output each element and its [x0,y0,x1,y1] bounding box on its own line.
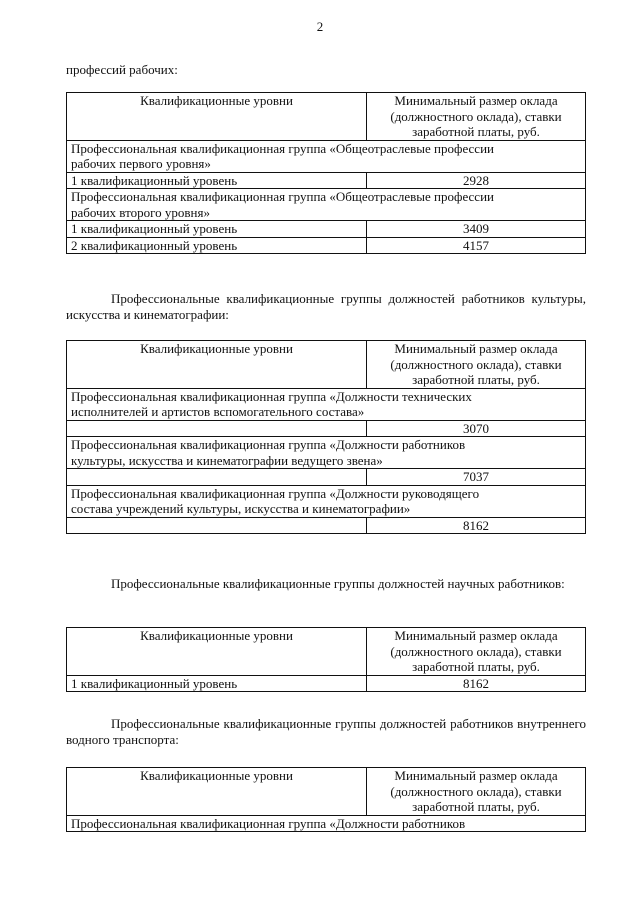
group-title-line2: рабочих второго уровня» [71,204,210,220]
header-salary-line2: (должностного оклада), ставки [390,643,562,659]
group-title [67,437,586,469]
table-row [67,517,586,534]
header-salary-line2: (должностного оклада), ставки [390,108,562,124]
group-title [67,485,586,517]
header-salary-line1: Минимальный размер оклада [394,93,558,108]
header-salary-line2: (должностного оклада), ставки [390,783,562,799]
group-row [67,437,586,469]
group-title-line1: Профессиональная квалификационная группа «Общеотраслевые профессии [71,189,494,204]
value-cell: 7037 [367,469,586,486]
group-title [67,815,586,832]
table-row [67,469,586,486]
group-title-line1: Профессиональная квалификационная группа «Должности технических [71,388,472,404]
level-cell: 1 квалификационный уровень [67,675,367,692]
level-cell-empty [67,420,367,437]
section3-intro-text: Профессиональные квалификационные группы должностей научных работников: [111,576,565,591]
group-title-line1: Профессиональная квалификационная группа «Должности работников [71,815,466,831]
header-levels: Квалификационные уровни [67,341,367,389]
value-cell: 8162 [367,517,586,534]
value-cell: 3070 [367,420,586,437]
group-title-line1: Профессиональная квалификационная группа «Общеотраслевые профессии [71,140,494,156]
intro-fragment [66,62,586,78]
header-salary [367,341,586,389]
header-salary-line3: заработной платы, руб. [412,124,540,139]
header-salary [367,628,586,676]
section4-intro [66,716,586,747]
table-header-row [67,628,586,676]
salary-table-workers [66,92,586,254]
page-number: 2 [316,19,324,34]
section3-intro [66,576,586,592]
level-cell: 1 квалификационный уровень [67,221,367,238]
level-cell: 2 квалификационный уровень [67,237,367,254]
table-row [67,172,586,189]
salary-table-science [66,627,586,692]
value-cell: 3409 [367,221,586,238]
table-row [67,420,586,437]
header-salary-line1: Минимальный размер оклада [394,341,558,356]
group-title-line2: культуры, искусства и кинематографии ведущего звена» [71,452,383,468]
group-row [67,815,586,832]
group-row [67,189,586,221]
header-levels: Квалификационные уровни [67,93,367,141]
group-title-line2: рабочих первого уровня» [71,156,211,171]
salary-table-culture [66,340,586,534]
header-salary-line1: Минимальный размер оклада [394,768,558,783]
group-title-line1: Профессиональная квалификационная группа «Должности руководящего [71,485,480,501]
table-row [67,675,586,692]
section2-intro-text: Профессиональные квалификационные группы должностей работников культуры, искусства и кинематографии: [66,291,586,322]
table-row [67,237,586,254]
level-cell: 1 квалификационный уровень [67,172,367,189]
salary-table-water-transport [66,767,586,832]
header-salary [367,768,586,816]
header-levels: Квалификационные уровни [67,628,367,676]
level-cell-empty [67,517,367,534]
value-cell: 2928 [367,172,586,189]
group-row [67,388,586,420]
group-title-line2: состава учреждений культуры, искусства и кинематографии» [71,501,411,516]
group-row [67,485,586,517]
table-culture [66,340,586,534]
group-title-line1: Профессиональная квалификационная группа «Должности работников [71,437,466,452]
header-levels: Квалификационные уровни [67,768,367,816]
header-salary-line3: заработной платы, руб. [412,799,540,814]
table-header-row [67,768,586,816]
header-salary-line3: заработной платы, руб. [412,659,540,674]
table-workers [66,92,586,254]
header-salary-line3: заработной платы, руб. [412,372,540,387]
table-water-transport [66,767,586,832]
table-header-row [67,93,586,141]
group-title-line2: исполнителей и артистов вспомогательного состава» [71,404,365,419]
section4-intro-text: Профессиональные квалификационные группы должностей работников внутреннего водного транспорта: [66,716,586,747]
table-science [66,627,586,692]
group-title [67,189,586,221]
value-cell: 8162 [367,675,586,692]
level-cell-empty [67,469,367,486]
header-salary-line2: (должностного оклада), ставки [390,356,562,372]
group-title [67,140,586,172]
table-header-row [67,341,586,389]
group-row [67,140,586,172]
group-title [67,388,586,420]
section2-intro [66,291,586,322]
intro-text: профессий рабочих: [66,62,178,77]
value-cell: 4157 [367,237,586,254]
table-row [67,221,586,238]
header-salary [367,93,586,141]
header-salary-line1: Минимальный размер оклада [394,628,558,643]
